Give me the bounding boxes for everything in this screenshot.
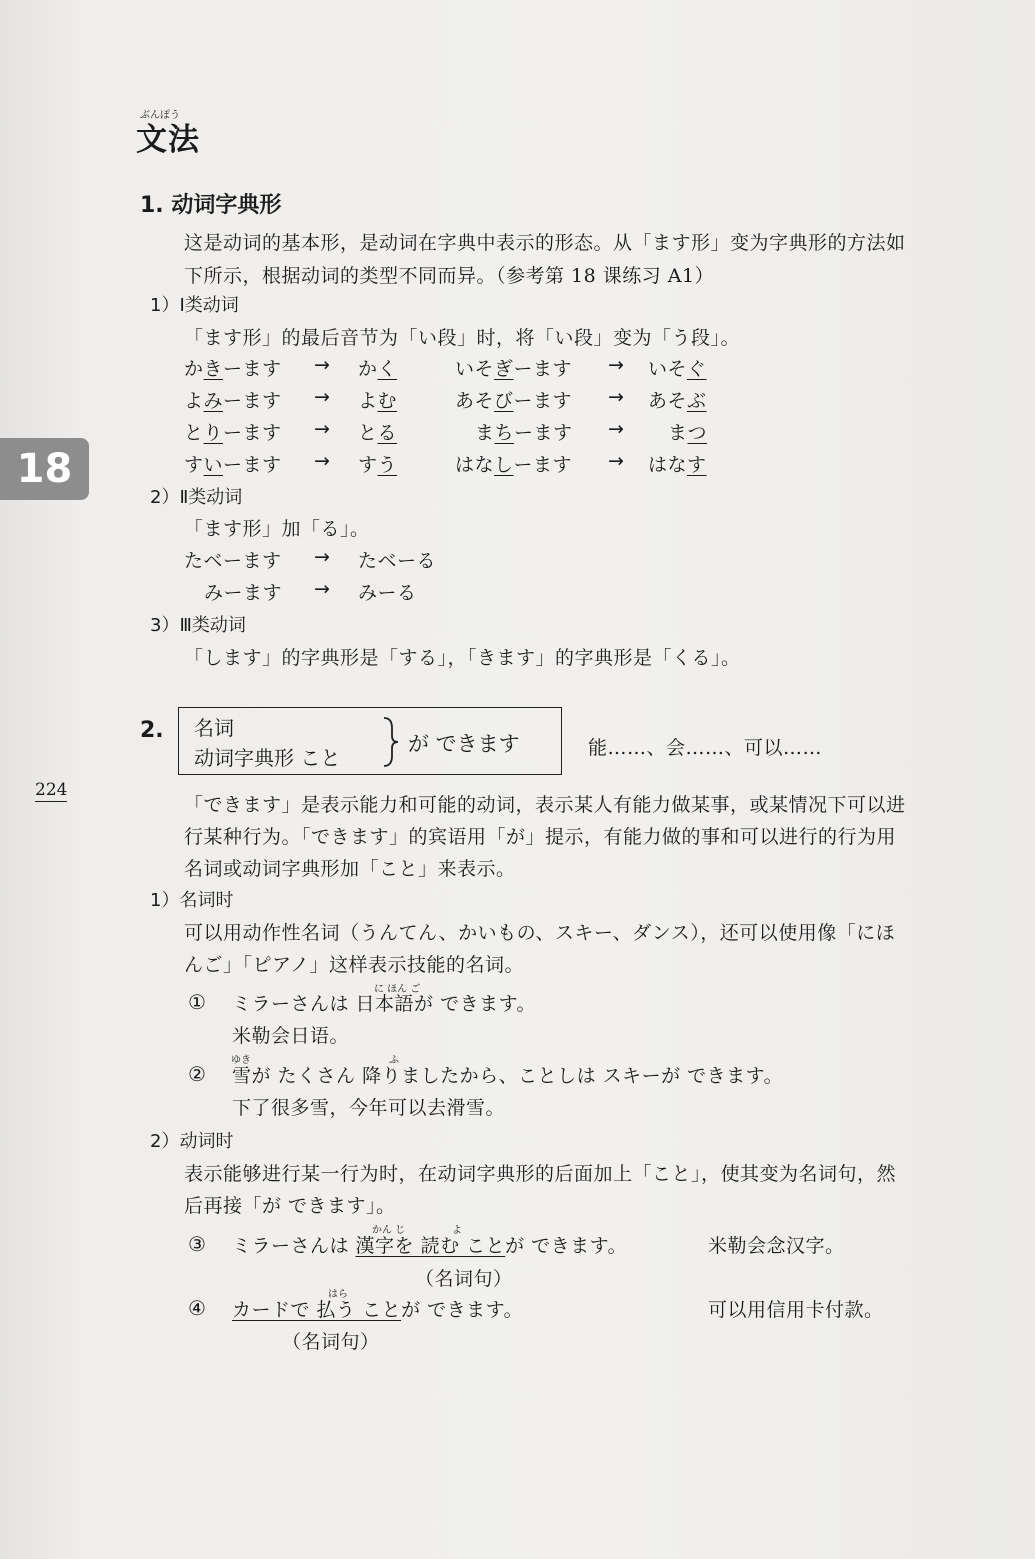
arrow-icon: → — [314, 418, 331, 440]
arrow-icon: → — [608, 418, 625, 440]
group2-row2-left: みーます — [204, 582, 283, 604]
verb-masu-form: よみーます — [184, 390, 282, 412]
arrow-icon: → — [314, 546, 331, 568]
example-number: ① — [188, 990, 206, 1014]
section1-intro-line1: 这是动词的基本形，是动词在字典中表示的形态。从「ます形」变为字典形的方法如 — [184, 232, 906, 254]
example1-cn: 米勒会日语。 — [232, 1025, 350, 1047]
example-number: ② — [188, 1062, 206, 1086]
arrow-icon: → — [608, 450, 625, 472]
verb-dictionary-form: すう — [358, 454, 398, 476]
example-ruby: ゆき — [231, 1055, 251, 1066]
example-ruby: かん じ — [372, 1225, 406, 1236]
verb-dictionary-form: よむ — [358, 390, 398, 412]
example4-note: （名词句） — [282, 1331, 380, 1353]
example4-jp: カードで 払う ことが できます。 — [232, 1299, 524, 1321]
verb-dictionary-form: あそぶ — [648, 390, 707, 412]
lesson-tab-number: 18 — [16, 446, 73, 492]
section2-para-line1: 「できます」是表示能力和可能的动词，表示某人有能力做某事，或某情况下可以进 — [184, 794, 906, 816]
arrow-icon: → — [608, 386, 625, 408]
page-number: 224 — [35, 780, 68, 800]
group2-row2-right: みーる — [358, 582, 417, 604]
verb-masu-form: まちーます — [475, 422, 573, 444]
section1-intro-line2: 下所示，根据动词的类型不同而异。（参考第 18 课练习 A1） — [184, 265, 715, 287]
group1-label: 1）Ⅰ类动词 — [150, 295, 239, 316]
pattern-meaning: 能……、会……、可以…… — [588, 737, 823, 759]
pattern-noun: 名词 — [194, 716, 234, 740]
example2-cn: 下了很多雪，今年可以去滑雪。 — [232, 1097, 506, 1119]
verb-masu-form: とりーます — [184, 422, 282, 444]
group2-row1-right: たベーる — [358, 550, 437, 572]
arrow-icon: → — [608, 354, 625, 376]
pattern-verb: 动词字典形 こと — [194, 746, 341, 770]
group2-row1-left: たベーます — [184, 550, 282, 572]
example1-jp: ミラーさんは 日本語が できます。 — [232, 993, 537, 1015]
example3-cn: 米勒会念汉字。 — [708, 1235, 845, 1257]
sub2-line1: 表示能够进行某一行为时，在动词字典形的后面加上「こと」，使其变为名词句，然 — [184, 1163, 897, 1185]
example-ruby: ふ — [389, 1055, 399, 1066]
sub1-line2: んご」「ピアノ」这样表示技能的名词。 — [184, 954, 524, 976]
section2-number: 2. — [140, 718, 164, 743]
group1-rule: 「ます形」的最后音节为「い段」时，将「い段」变为「う段」。 — [184, 327, 741, 349]
brace-icon — [380, 716, 400, 768]
arrow-icon: → — [314, 450, 331, 472]
verb-masu-form: はなしーます — [455, 454, 573, 476]
example4-cn: 可以用信用卡付款。 — [708, 1299, 884, 1321]
section2-para-line3: 名词或动词字典形加「こと」来表示。 — [184, 858, 516, 880]
example2-jp: 雪が たくさん 降りましたから、ことしは スキーが できます。 — [232, 1065, 784, 1087]
group2-label: 2）Ⅱ类动词 — [150, 487, 243, 508]
group3-label: 3）Ⅲ类动词 — [150, 615, 246, 636]
arrow-icon: → — [314, 578, 331, 600]
verb-dictionary-form: とる — [358, 422, 398, 444]
arrow-icon: → — [314, 386, 331, 408]
verb-masu-form: いそぎーます — [455, 358, 573, 380]
verb-masu-form: あそびーます — [455, 390, 573, 412]
arrow-icon: → — [314, 354, 331, 376]
sub2-line2: 后再接「が できます」。 — [184, 1195, 396, 1217]
example-ruby: よ — [452, 1225, 462, 1236]
group3-rule: 「します」的字典形是「する」，「きます」的字典形是「くる」。 — [184, 647, 741, 669]
group2-rule: 「ます形」加「る」。 — [184, 518, 370, 540]
verb-dictionary-form: はなす — [648, 454, 707, 476]
pattern-tail: が できます — [408, 732, 520, 756]
sub1-line1: 可以用动作性名词（うんてん、かいもの、スキー、ダンス），还可以使用像「にほ — [184, 922, 896, 944]
section1-heading: 1. 动词字典形 — [140, 193, 282, 218]
verb-masu-form: すいーます — [184, 454, 282, 476]
example3-note: （名词句） — [415, 1268, 513, 1290]
section2-para-line2: 行某种行为。「できます」的宾语用「が」提示，有能力做的事和可以进行的行为用 — [184, 826, 897, 848]
title-ruby: ぶんぽう — [140, 110, 180, 121]
example-number: ③ — [188, 1232, 206, 1256]
sub2-label: 2）动词时 — [150, 1131, 234, 1152]
example-number: ④ — [188, 1296, 206, 1320]
sub1-label: 1）名词时 — [150, 890, 234, 911]
page-title: 文法 — [136, 122, 200, 158]
verb-dictionary-form: まつ — [668, 422, 708, 444]
lesson-tab — [0, 438, 89, 500]
verb-dictionary-form: いそぐ — [648, 358, 707, 380]
verb-masu-form: かきーます — [184, 358, 282, 380]
verb-dictionary-form: かく — [358, 358, 398, 380]
example3-jp: ミラーさんは 漢字を 読む ことが できます。 — [232, 1235, 628, 1257]
example-ruby: はら — [328, 1289, 348, 1300]
example-ruby: に ほん ご — [374, 984, 421, 995]
